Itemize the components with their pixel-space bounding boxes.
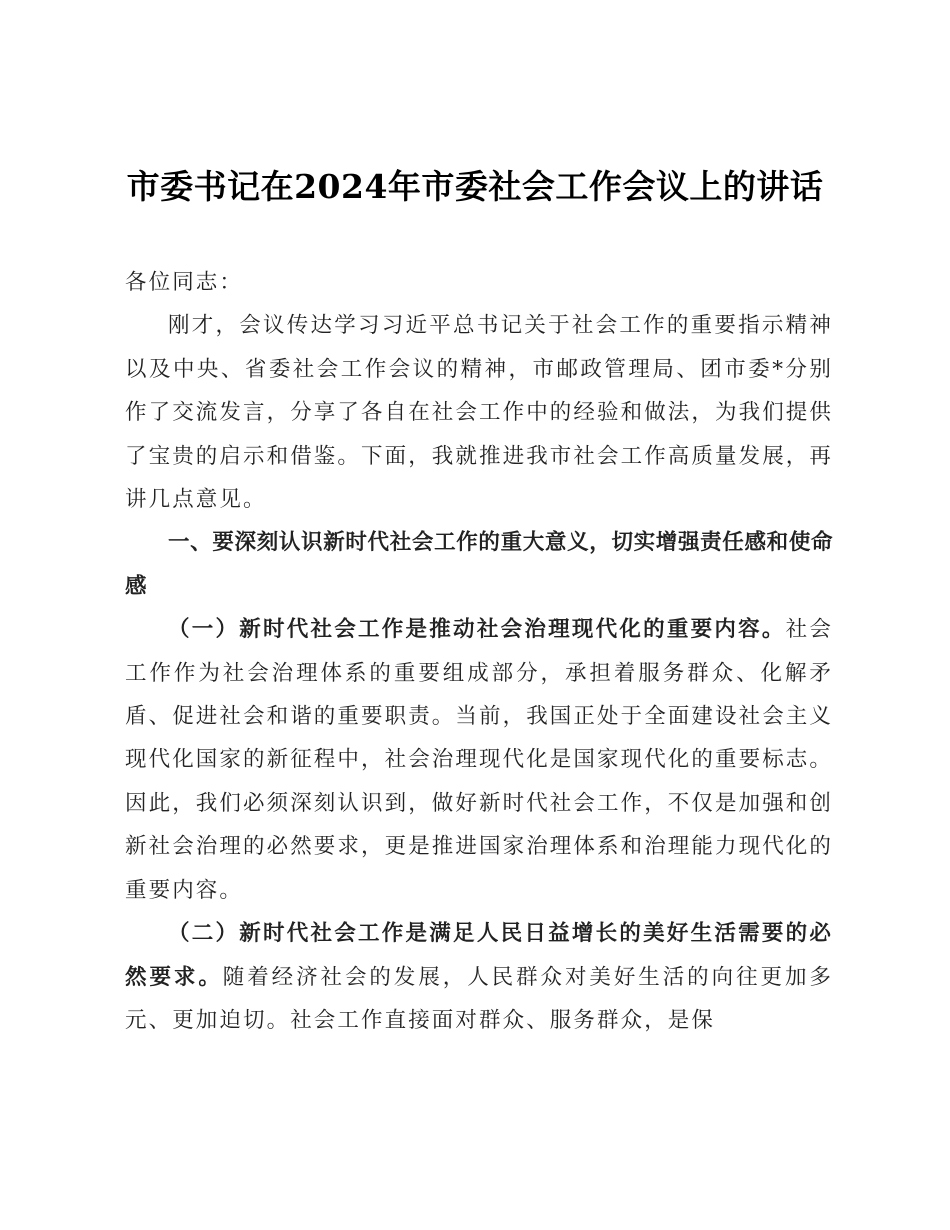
document-title: 市委书记在2024年市委社会工作会议上的讲话 — [126, 167, 824, 206]
point-paragraph-1 — [125, 608, 833, 912]
salutation: 各位同志： — [125, 270, 244, 295]
point-text-1: 社会工作作为社会治理体系的重要组成部分，承担着服务群众、化解矛盾、促进社会和谐的重要职责。当前，我国正处于全面建设社会主义现代化国家的新征程中，社会治理现代化是国家现代化的重要标志。因此，我们必须深刻认识到，做好新时代社会工作，不仅是加强和创新社会治理的必然要求，更是推进国家治理体系和治理能力现代化的重要内容。 — [125, 617, 834, 903]
section-heading: 一、要深刻认识新时代社会工作的重大意义，切实增强责任感和使命感 — [125, 530, 833, 599]
point-title-1: （一）新时代社会工作是推动社会治理现代化的重要内容。 — [168, 617, 786, 643]
document-body — [125, 261, 833, 1042]
intro-paragraph: 刚才，会议传达学习习近平总书记关于社会工作的重要指示精神以及中央、省委社会工作会议的精神，市邮政管理局、团市委*分别作了交流发言，分享了各自在社会工作中的经验和做法，为我们提供了宝贵的启示和借鉴。下面，我就推进我市社会工作高质量发展，再讲几点意见。 — [125, 313, 834, 513]
point-text-2: 随着经济社会的发展，人民群众对美好生活的向往更加多元、更加迫切。社会工作直接面对群众、服务群众，是保 — [125, 964, 833, 1033]
point-title-2: （二）新时代社会工作是满足人民日益增长的美好生活需要的必然要求。 — [125, 921, 833, 990]
point-paragraph-2 — [125, 912, 833, 1042]
